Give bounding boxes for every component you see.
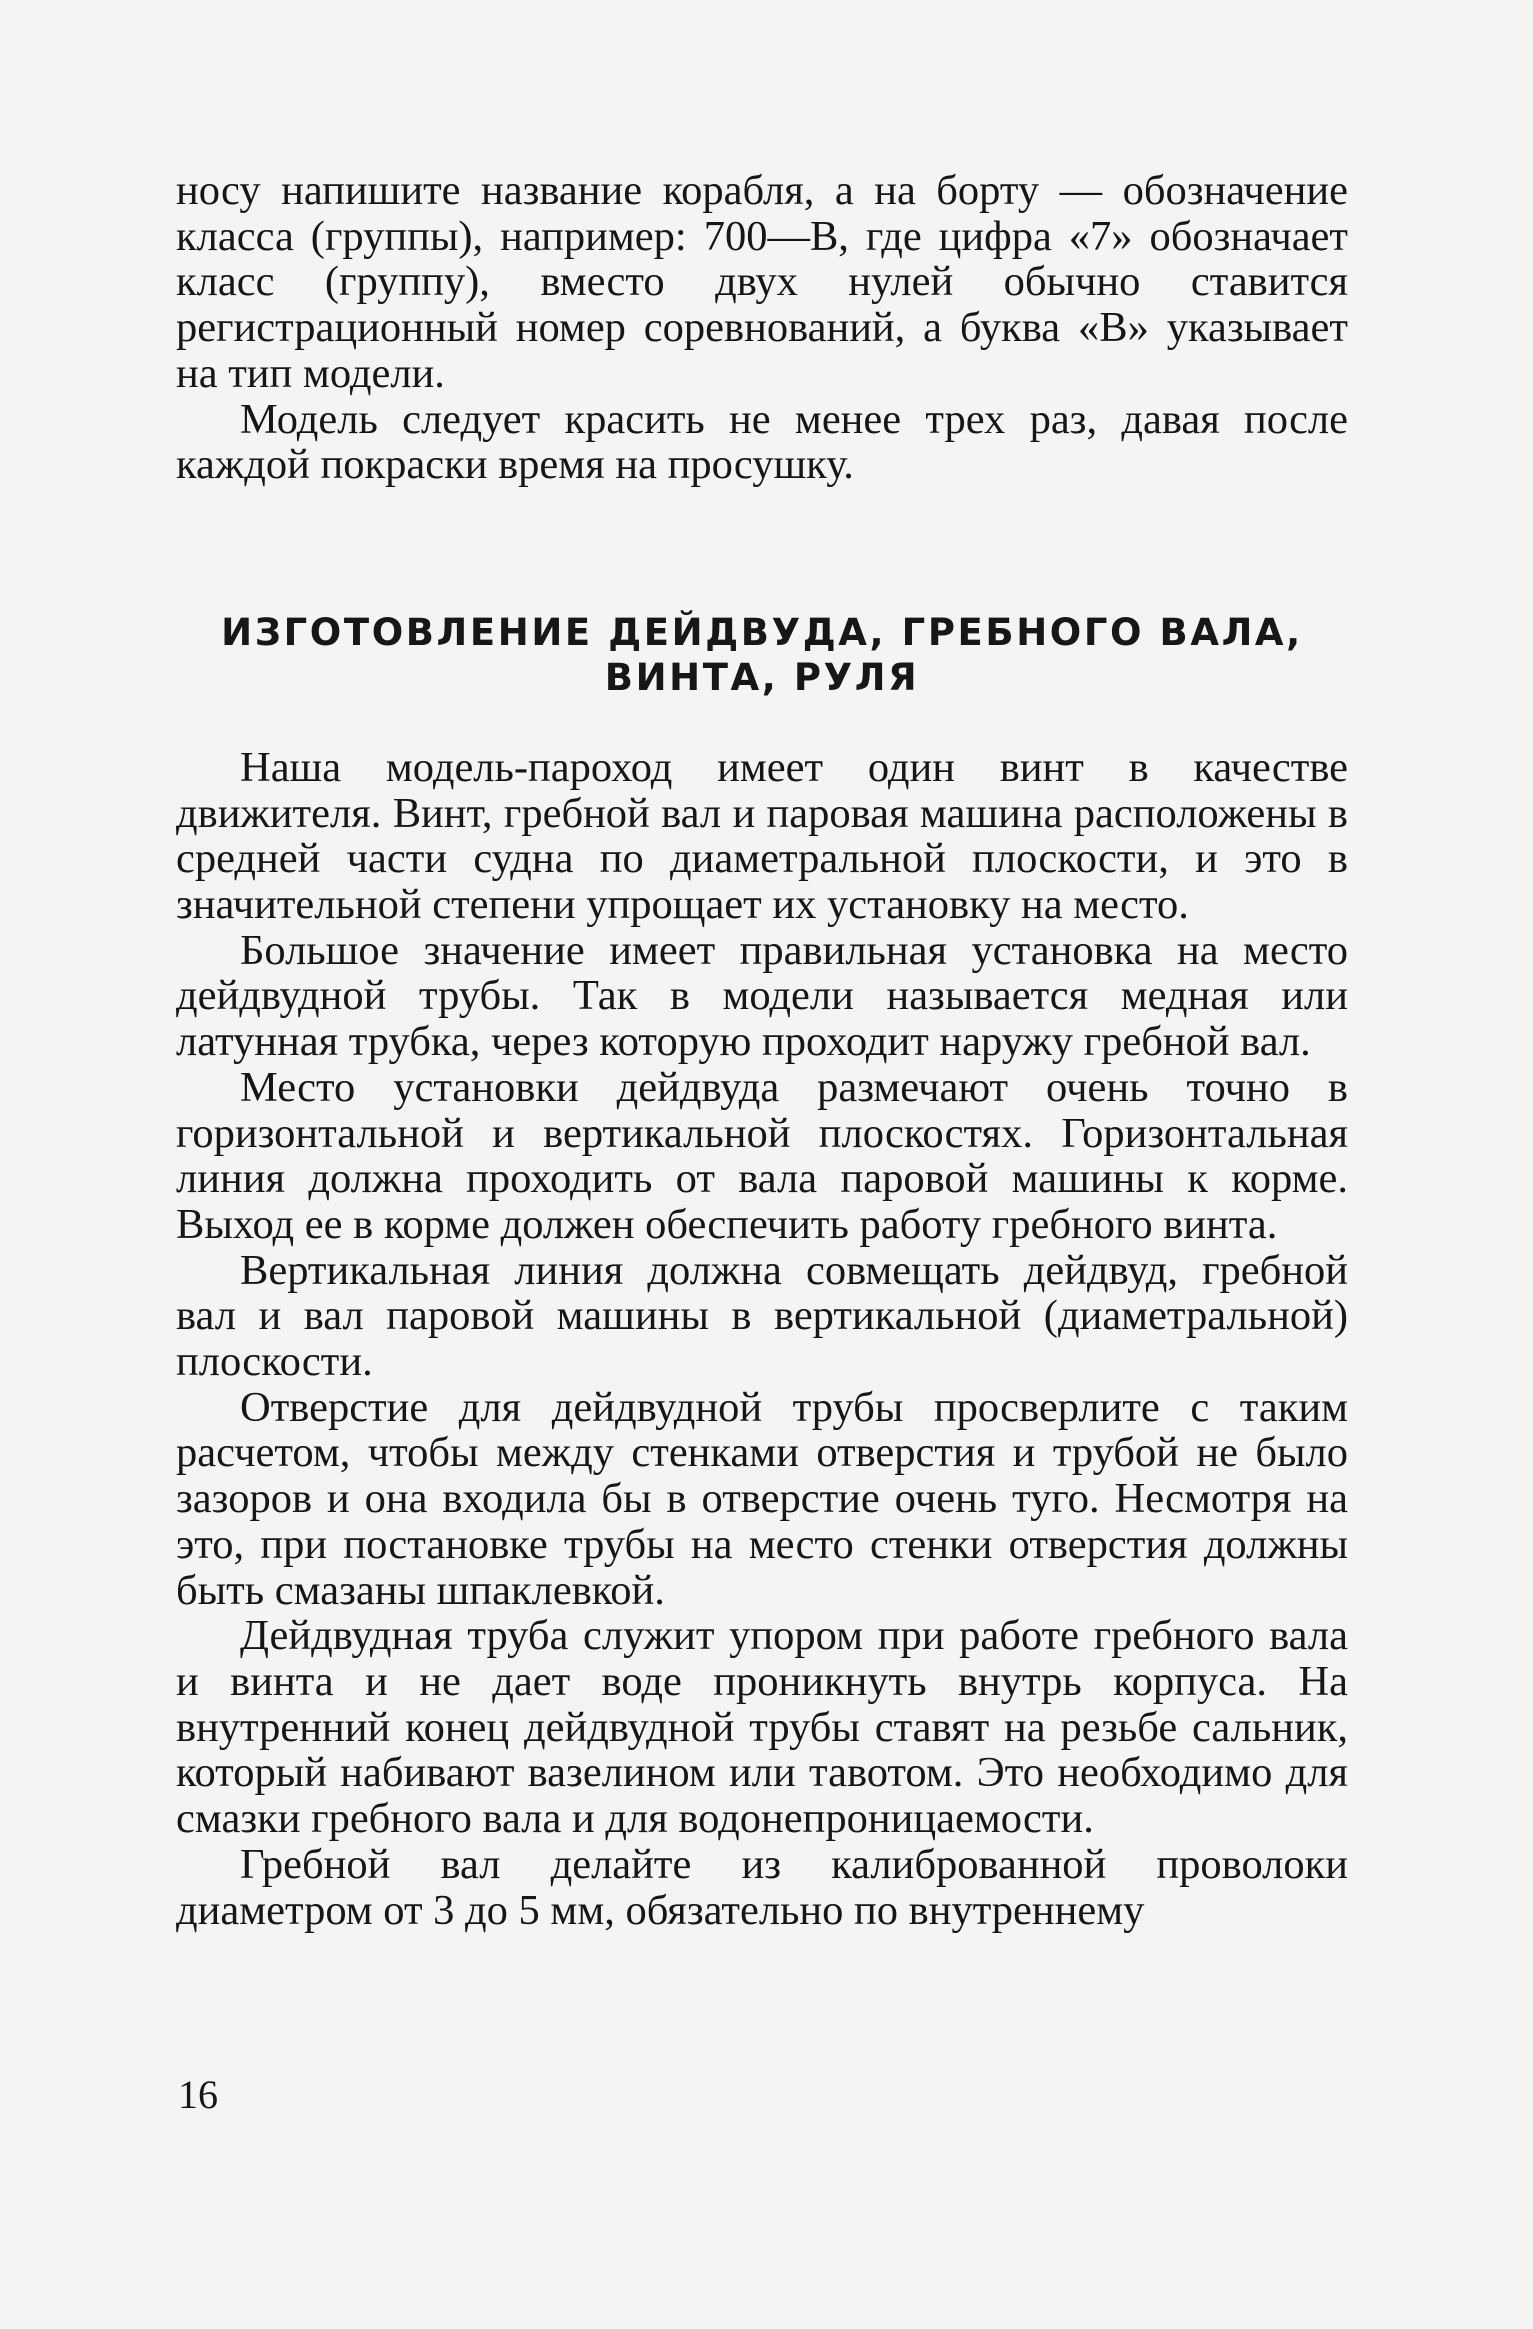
paragraph-vertical-line: Вертикальная линия должна совмещать дейдвуд, гребной вал и вал паровой машины в вертикальной (диаметральной) плоскости. — [176, 1246, 1348, 1386]
section-heading — [176, 610, 1348, 700]
paragraph-marking: Место установки дейдвуда размечают очень точно в горизонтальной и вертикальной плоскостях. Горизонтальная линия должна проходить от вала паровой машины к корме. Выход ее в корме должен обеспечить работу гребного винта. — [176, 1063, 1348, 1248]
paragraph-propulsion: Наша модель-пароход имеет один винт в качестве движителя. Винт, гребной вал и паровая машина расположены в средней части судна по диаметральной плоскости, и это в значительной степени упрощает их установку на место. — [176, 743, 1348, 929]
section-heading-line-2: ВИНТА, РУЛЯ — [604, 655, 920, 699]
page-body — [176, 168, 1348, 1933]
paragraph-continued: носу напишите название корабля, а на борту — обозначение класса (группы), например: 700—В, где цифра «7» обозначает класс (группу), вместо двух нулей обычно ставится регистрационный номер соревнований, а буква «В» указывает на тип модели. — [176, 167, 1348, 397]
page-number: 16 — [178, 2072, 218, 2117]
paragraph-gland: Дейдвудная труба служит упором при работе гребного вала и винта и не дает воде проникнуть внутрь корпуса. На внутренний конец дейдвудной трубы ставят на резьбе сальник, который набивают вазелином или тавотом. Это необходимо для смазки гребного вала и для водонепроницаемости. — [176, 1612, 1348, 1843]
paragraph-shaft: Гребной вал делайте из калиброванной проволоки диаметром от 3 до 5 мм, обязательно по внутреннему — [176, 1840, 1348, 1934]
paragraph-stern-tube: Большое значение имеет правильная установка на место дейдвудной трубы. Так в модели называется медная или латунная трубка, через которую проходит наружу гребной вал. — [176, 926, 1348, 1066]
section-heading-line-1: ИЗГОТОВЛЕНИЕ ДЕЙДВУДА, ГРЕБНОГО ВАЛА, — [221, 610, 1303, 654]
paragraph-drilling: Отверстие для дейдвудной трубы просверлите с таким расчетом, чтобы между стенками отверстия и трубой не было зазоров и она входила бы в отверстие очень туго. Несмотря на это, при постановке трубы на место стенки отверстия должны быть смазаны шпаклевкой. — [176, 1383, 1348, 1614]
paragraph-painting: Модель следует красить не менее трех раз, давая после каждой покраски время на просушку. — [176, 395, 1348, 489]
